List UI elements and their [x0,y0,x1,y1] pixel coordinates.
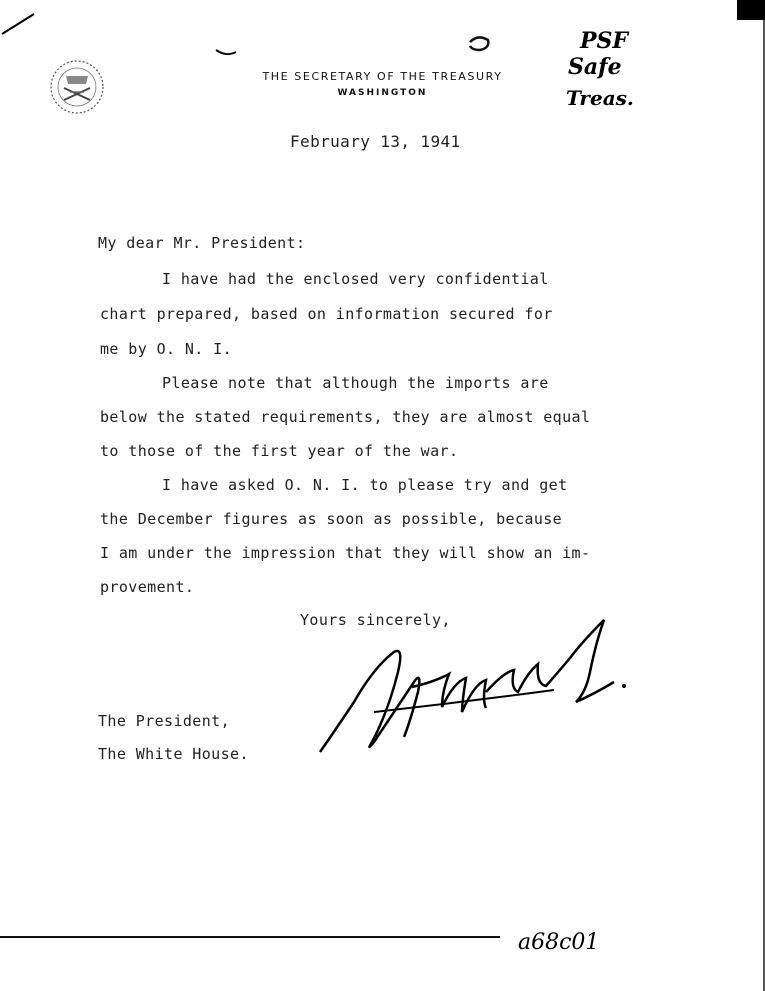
corner-stroke [0,0,40,44]
header-mark-right [466,34,492,58]
body-line: I am under the impression that they will show an im- [100,544,591,562]
annotation-psf: PSF [580,28,629,54]
annotation-safe: Safe [568,54,622,80]
body-line: below the stated requirements, they are almost equal [100,408,591,426]
scan-edge-mark [737,0,765,20]
archive-number: a68c01 [518,930,600,955]
closing: Yours sincerely, [300,611,451,629]
body-line: provement. [100,578,195,596]
body-line: the December figures as soon as possible, because [100,510,563,528]
recipient-address: The White House. [98,745,249,763]
body-line: me by O. N. I. [100,340,233,358]
recipient-name: The President, [98,712,231,730]
letter-date: February 13, 1941 [290,132,461,151]
body-line: chart prepared, based on information secured for [100,305,553,323]
signature-icon [314,612,634,766]
body-line: I have asked O. N. I. to please try and get [162,476,568,494]
header-mark-left [214,42,238,61]
annotation-treas: Treas. [566,86,634,110]
body-line: to those of the first year of the war. [100,442,459,460]
body-line: I have had the enclosed very confidential [162,270,549,288]
bottom-rule [0,936,500,938]
salutation: My dear Mr. President: [98,234,306,252]
body-line: Please note that although the imports are [162,374,549,392]
letterhead-city: WASHINGTON [337,88,428,98]
letterhead-title: THE SECRETARY OF THE TREASURY [262,70,503,83]
